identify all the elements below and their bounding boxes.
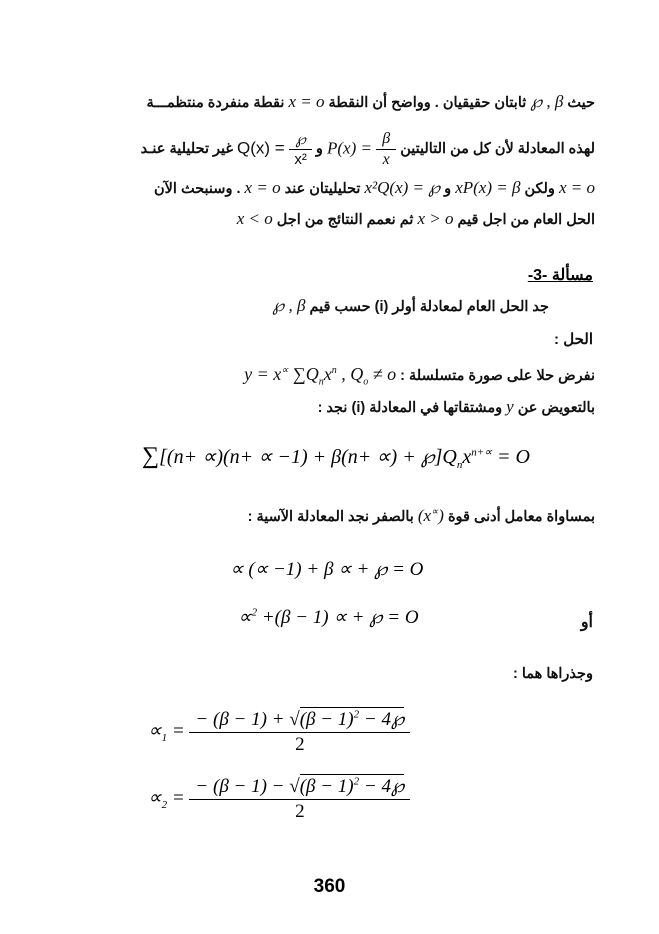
- page-number: 360: [313, 876, 346, 897]
- equate-line: بمساواة معامل أدنى قوة (x∝) بالصفر نجد المعادلة الآسية :: [247, 506, 595, 525]
- text-line-1: [146, 92, 595, 112]
- root-1: $\propto_1$ = $\frac{- (\beta - 1) + √(\beta - 1)^2 - 4℘}{2}$: [148, 708, 410, 756]
- problem-heading: مسألة -3-: [527, 267, 593, 284]
- or-label: أو: [580, 614, 593, 631]
- text-line-1-content: حيث ℘ , β ثابتان حقيقيان . وواضح أن النقطة x = o نقطة منفردة منتظمـــة: [146, 92, 595, 111]
- task-line: جد الحل العام لمعادلة أولر (i) حسب قيم ℘ , β: [272, 296, 549, 315]
- assume-line: نفرض حلا على صورة متسلسلة : y = x∝ $\sum Q_nx^n$ , $Q_o \ne o$: [244, 364, 595, 388]
- indicial-equation-2: ∝$^2$ +(β − 1) ∝ + ℘ = O: [238, 606, 419, 628]
- text-line-2: لهذه المعادلة لأن كل من التاليتين P(x) = $\frac{\beta}{x}$ و Q(x) = $\frac{℘}{\text{x²}}$ غير تحليلية عنـد: [140, 130, 595, 169]
- subst-line: بالتعويض عن y ومشتقاتها في المعادلة (i) نجد :: [317, 397, 595, 416]
- roots-label: وجذراها هما :: [512, 666, 593, 682]
- text-line-4: الحل العام من اجل قيم x > o ثم نعمم النتائج من اجل x < o: [236, 209, 595, 228]
- indicial-equation-1: ∝ (∝ −1) + β ∝ + ℘ = O: [230, 559, 424, 580]
- series-equation: ∑[(n+ ∝)(n+ ∝ −1) + β(n+ ∝) + $℘]Q_nx^{n+\propto} = O$: [142, 443, 530, 471]
- text-line-3: x = o ولكن xP(x) = β و x²Q(x) = ℘ تحليليتان عند x = o . وسنبحث الآن: [153, 178, 595, 197]
- root-2: $\propto_2$ = $\frac{- (\beta - 1) - √(\beta - 1)^2 - 4℘}{2}$: [148, 775, 410, 823]
- solution-label: الحل :: [554, 331, 593, 348]
